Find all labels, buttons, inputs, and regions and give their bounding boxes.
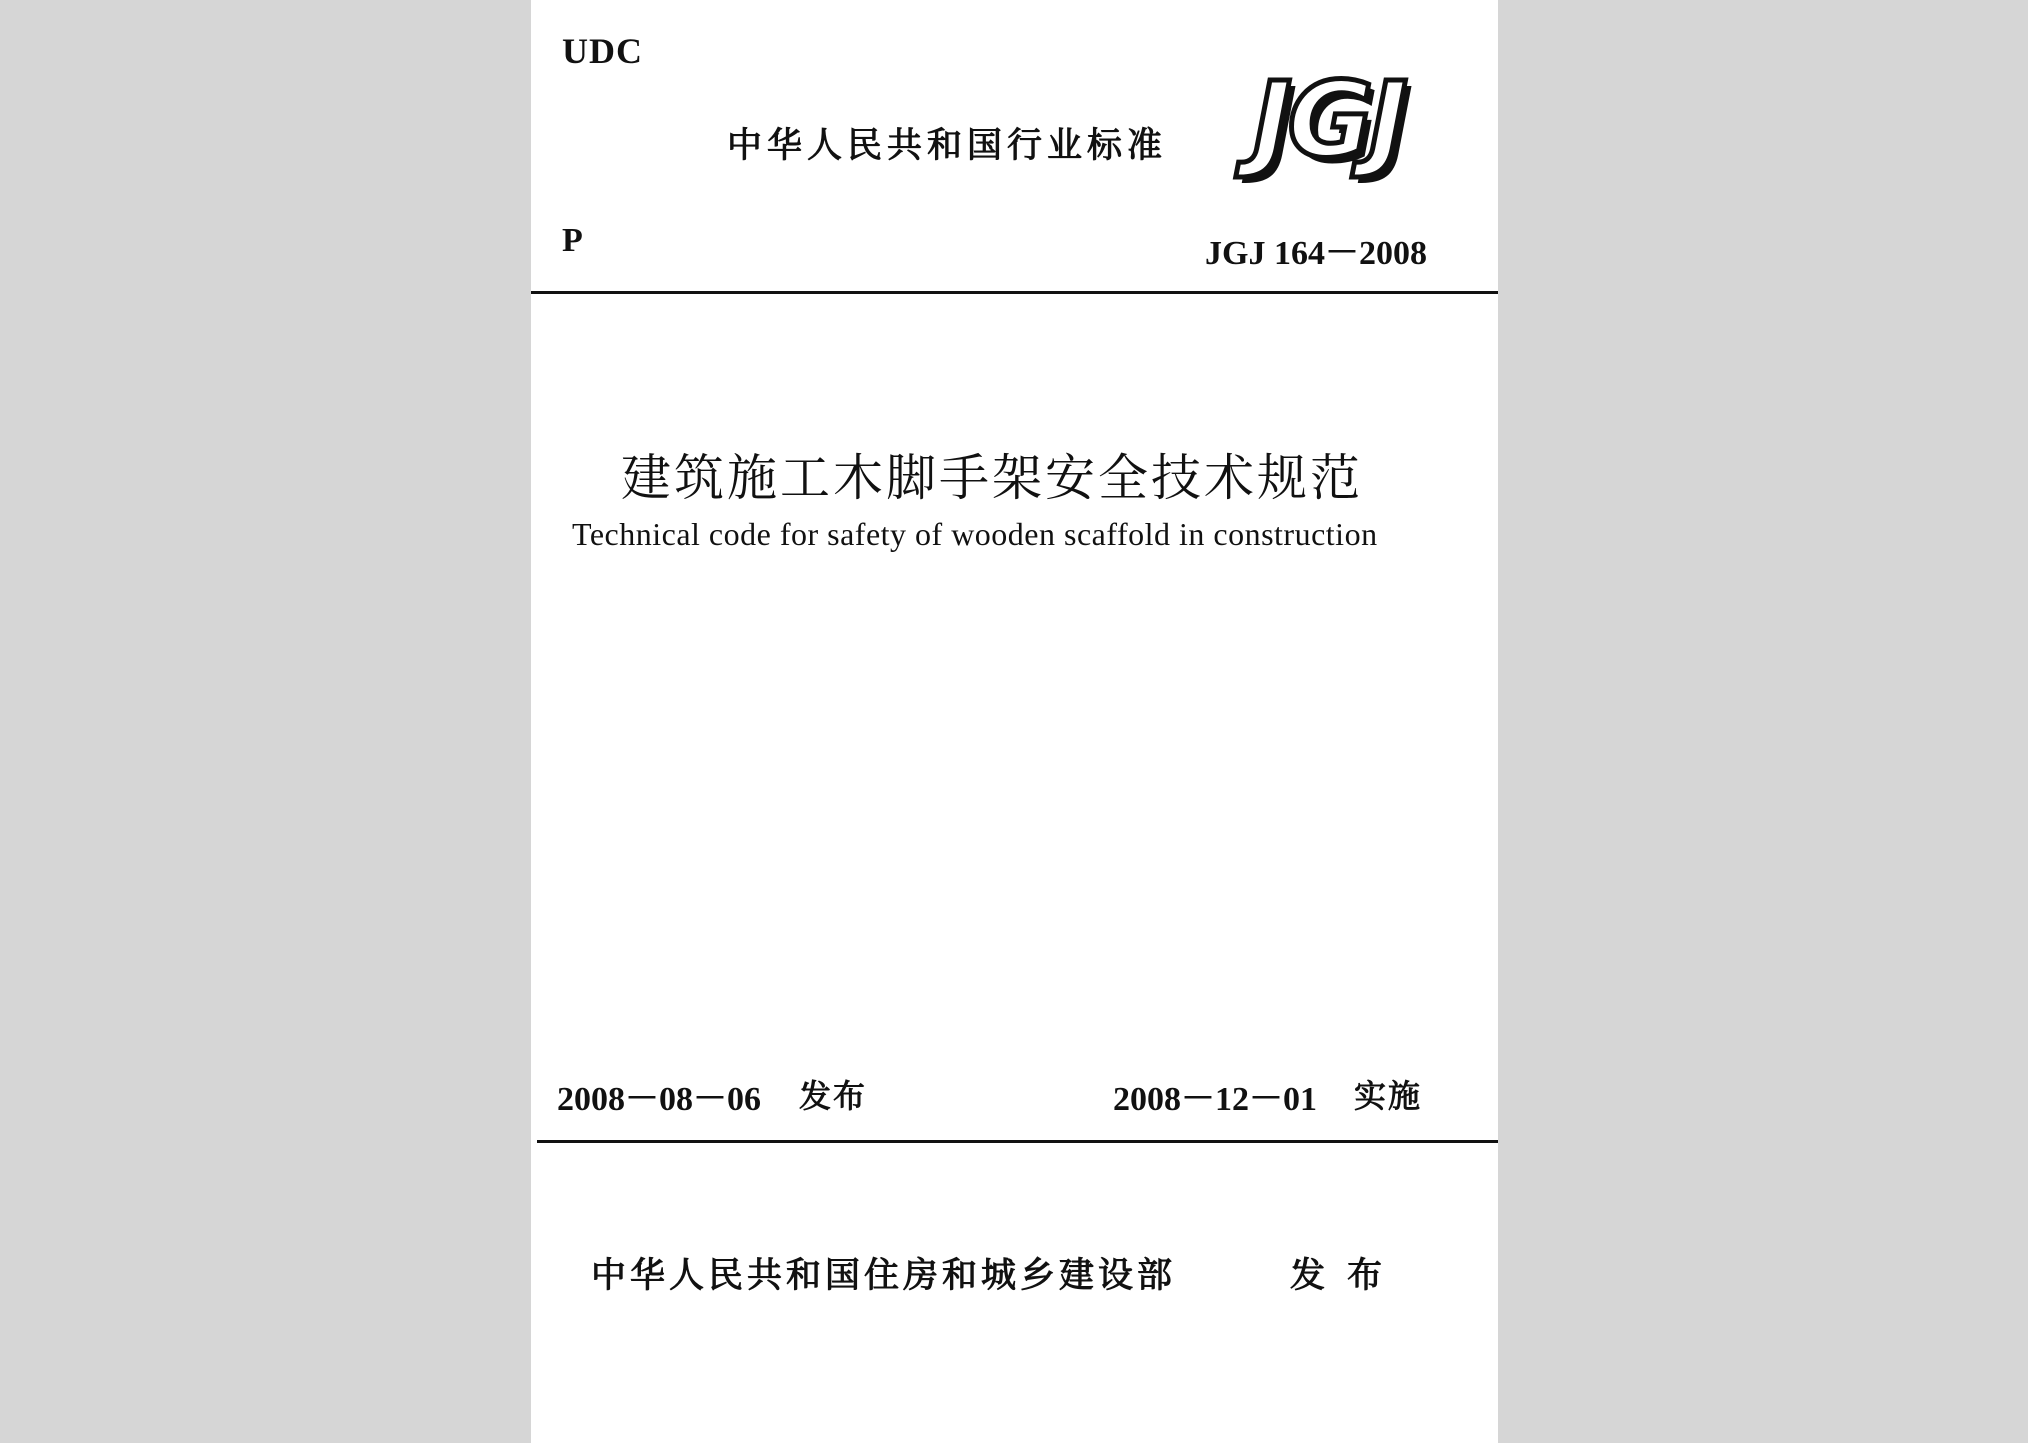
document-title-chinese: 建筑施工木脚手架安全技术规范 <box>621 449 1363 507</box>
udc-label: UDC <box>562 31 643 71</box>
jgj-logo: JGJ <box>1253 59 1404 181</box>
implementation-label: 实施 <box>1354 1077 1423 1115</box>
issue-label: 发布 <box>799 1077 868 1115</box>
classification-code: P <box>562 222 583 259</box>
issue-date: 2008－08－06 <box>557 1081 761 1118</box>
implementation-date: 2008－12－01 <box>1113 1081 1317 1118</box>
publisher-name: 中华人民共和国住房和城乡建设部 <box>591 1256 1177 1296</box>
bottom-divider <box>537 1140 1498 1143</box>
publish-label: 发布 <box>1290 1256 1405 1296</box>
document-cover-page <box>531 0 1498 1443</box>
top-divider <box>531 291 1498 294</box>
standard-category: 中华人民共和国行业标准 <box>727 126 1168 166</box>
standard-number: JGJ 164－2008 <box>1205 235 1427 272</box>
document-title-english: Technical code for safety of wooden scaffold in construction <box>572 516 1378 552</box>
